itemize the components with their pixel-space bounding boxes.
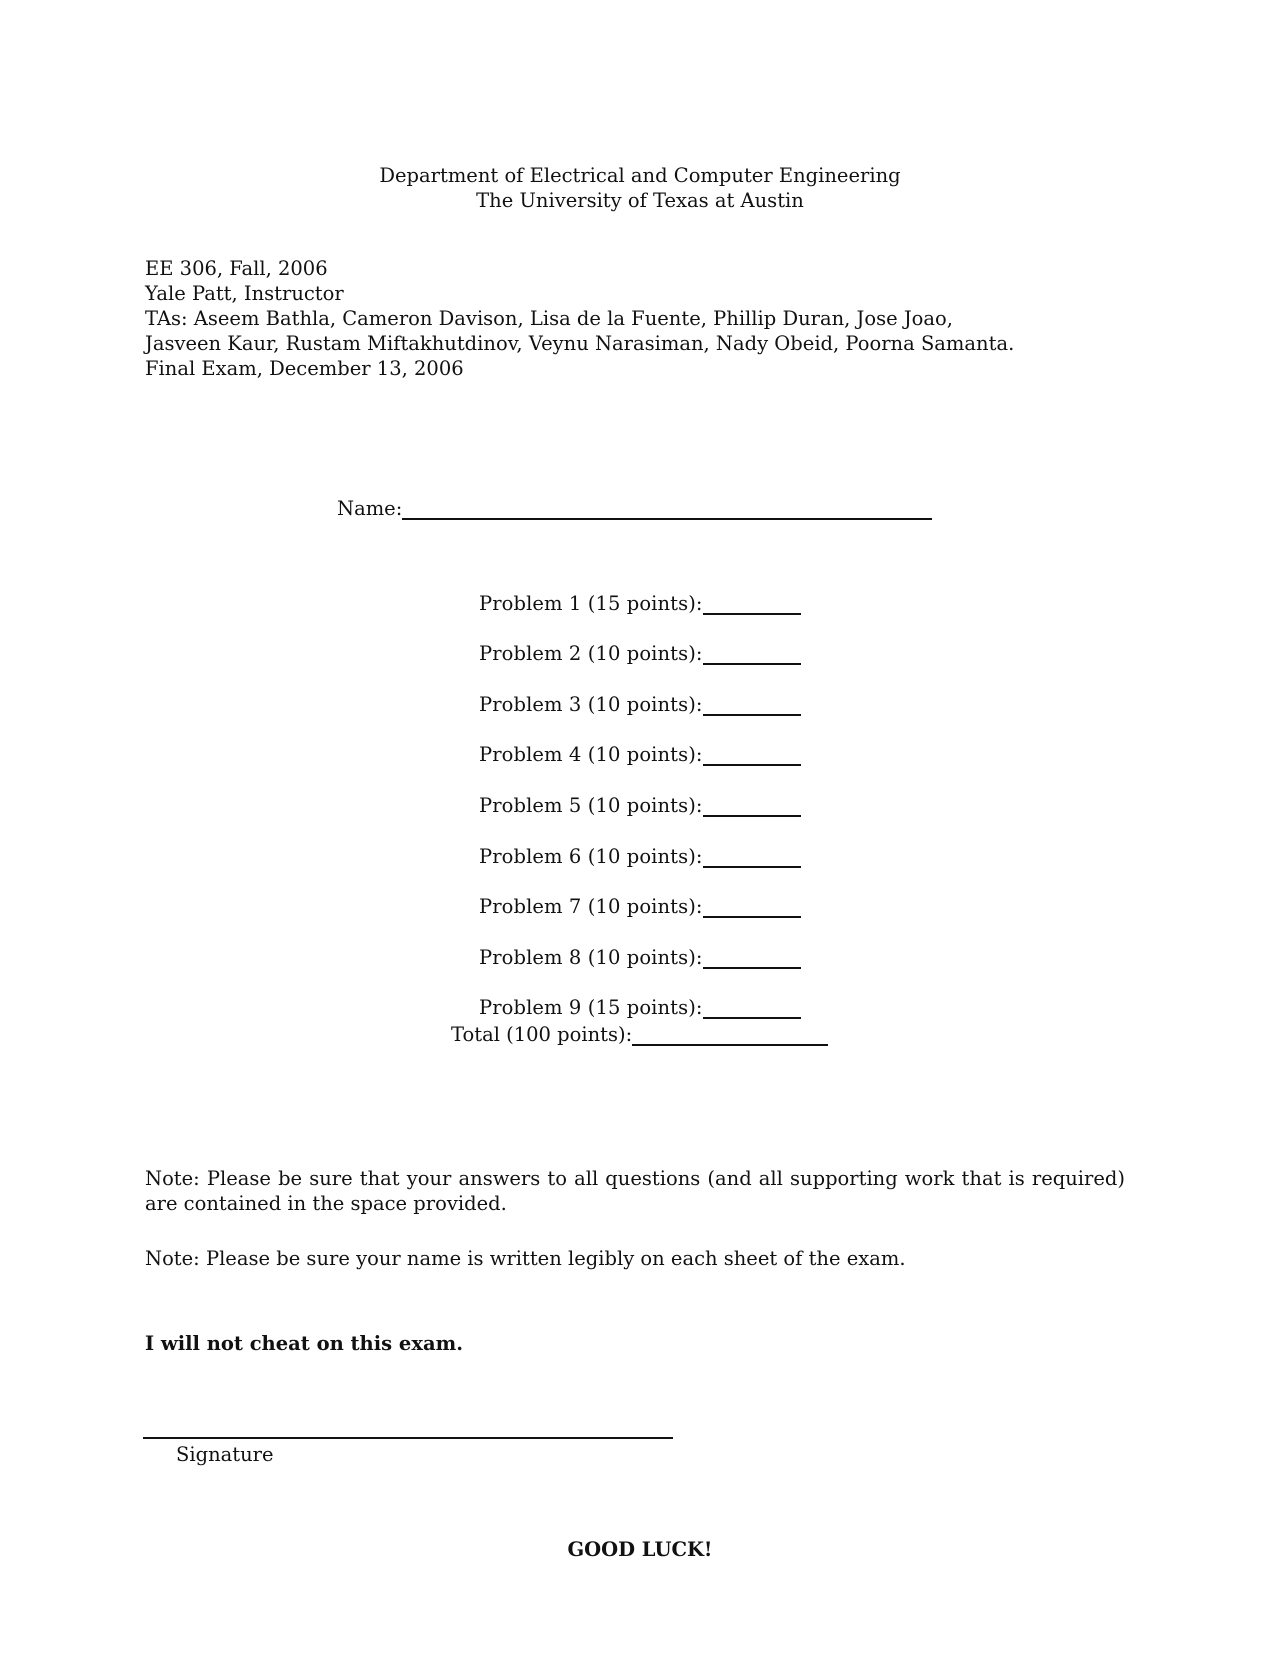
problem-score-field[interactable] xyxy=(703,694,801,716)
problem-row-5 xyxy=(479,766,801,817)
problem-row-8 xyxy=(479,918,801,969)
tas-line-1: TAs: Aseem Bathla, Cameron Davison, Lisa de la Fuente, Phillip Duran, Jose Joao, xyxy=(145,307,953,330)
name-field[interactable] xyxy=(402,498,932,520)
score-table xyxy=(479,564,801,1019)
good-luck-text: GOOD LUCK! xyxy=(567,1538,713,1561)
problem-label: Problem 5 (10 points): xyxy=(479,793,703,817)
problem-label: Problem 8 (10 points): xyxy=(479,945,703,969)
problem-row-2 xyxy=(479,615,801,666)
problem-row-3 xyxy=(479,665,801,716)
university-title: The University of Texas at Austin xyxy=(476,189,804,212)
name-row xyxy=(337,497,932,520)
problem-label: Problem 9 (15 points): xyxy=(479,996,703,1020)
problem-row-6 xyxy=(479,817,801,868)
course-line: EE 306, Fall, 2006 xyxy=(145,257,328,280)
problem-label: Problem 2 (10 points): xyxy=(479,642,703,666)
note-name: Note: Please be sure your name is written legibly on each sheet of the exam. xyxy=(145,1247,906,1270)
problem-score-field[interactable] xyxy=(703,896,801,918)
problem-label: Problem 6 (10 points): xyxy=(479,844,703,868)
problem-row-7 xyxy=(479,868,801,919)
instructor-line: Yale Patt, Instructor xyxy=(145,282,344,305)
problem-score-field[interactable] xyxy=(703,947,801,969)
problem-label: Problem 3 (10 points): xyxy=(479,692,703,716)
problem-label: Problem 1 (15 points): xyxy=(479,591,703,615)
problem-row-4 xyxy=(479,716,801,767)
problem-row-1 xyxy=(479,564,801,615)
problem-row-9 xyxy=(479,969,801,1020)
problem-score-field[interactable] xyxy=(703,997,801,1019)
department-title: Department of Electrical and Computer Engineering xyxy=(379,164,901,187)
total-score-field[interactable] xyxy=(632,1024,828,1046)
problem-score-field[interactable] xyxy=(703,795,801,817)
total-row xyxy=(451,1023,828,1046)
problem-score-field[interactable] xyxy=(703,744,801,766)
name-label: Name: xyxy=(337,497,403,520)
problem-label: Problem 7 (10 points): xyxy=(479,895,703,919)
problem-score-field[interactable] xyxy=(703,846,801,868)
honor-pledge: I will not cheat on this exam. xyxy=(145,1332,463,1355)
problem-score-field[interactable] xyxy=(703,643,801,665)
problem-label: Problem 4 (10 points): xyxy=(479,743,703,767)
signature-label: Signature xyxy=(176,1443,274,1466)
exam-date-line: Final Exam, December 13, 2006 xyxy=(145,357,464,380)
note-answers: Note: Please be sure that your answers to all questions (and all supporting work that is required) are contained in the space provided. xyxy=(145,1167,1125,1215)
course-info xyxy=(145,256,1014,381)
problem-score-field[interactable] xyxy=(703,593,801,615)
tas-line-2: Jasveen Kaur, Rustam Miftakhutdinov, Veynu Narasiman, Nady Obeid, Poorna Samanta. xyxy=(145,332,1015,355)
signature-field[interactable] xyxy=(143,1437,673,1439)
total-label: Total (100 points): xyxy=(451,1023,633,1046)
